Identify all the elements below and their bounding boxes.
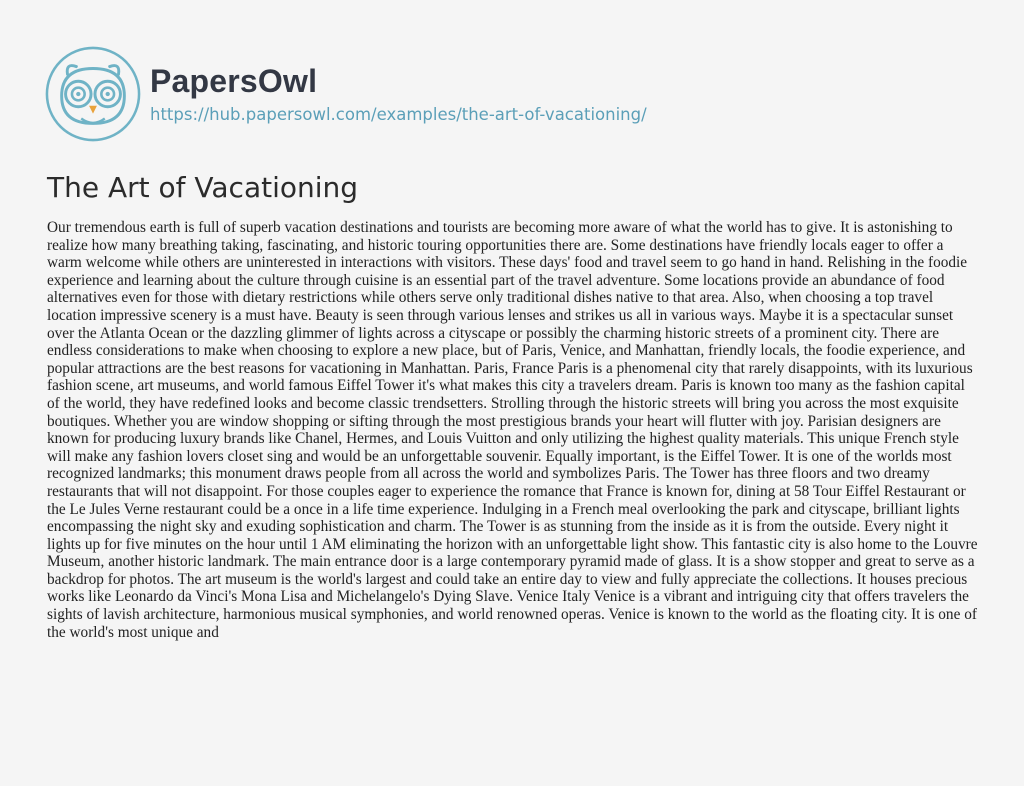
header [44,44,647,144]
owl-logo-icon [44,45,142,143]
brand [150,63,647,125]
article-url-link[interactable]: https://hub.papersowl.com/examples/the-art-of-vacationing/ [150,105,647,124]
article-title: The Art of Vacationing [47,171,359,204]
brand-name[interactable]: PapersOwl [150,63,318,99]
article-body: Our tremendous earth is full of superb vacation destinations and tourists are becoming more aware of what the world has to give. It is astonishing to realize how many breathing taking, fascinating, and historic touring opportunities there are. Some destinations have friendly locals eager to offer a warm welcome while others are uninterested in interactions with visitors. These days' food and travel seem to go hand in hand. Relishing in the foodie experience and learning about the culture through cuisine is an essential part of the travel adventure. Some locations provide an abundance of food alternatives even for those with dietary restrictions while others serve only traditional dishes native to that area. Also, when choosing a top travel location impressive scenery is a must have. Beauty is seen through various lenses and strikes us all in various ways. Maybe it is a spectacular sunset over the Atlanta Ocean or the dazzling glimmer of lights across a cityscape or possibly the charming historic streets of a prominent city. There are endless considerations to make when choosing to explore a new place, but of Paris, Venice, and Manhattan, friendly locals, the foodie experience, and popular attractions are the best reasons for vacationing in Manhattan. Paris, France Paris is a phenomenal city that rarely disappoints, with its luxurious fashion scene, art museums, and world famous Eiffel Tower it's what makes this city a travelers dream. Paris is known too many as the fashion capital of the world, they have redefined looks and become classic trendsetters. Strolling through the historic streets will bring you across the most exquisite boutiques. Whether you are window shopping or sifting through the most prestigious brands your heart will flutter with joy. Parisian designers are known for producing luxury brands like Chanel, Hermes, and Louis Vuitton and only utilizing the highest quality materials. This unique French style will make any fashion lovers closet sing and would be an unforgettable souvenir. Equally important, is the Eiffel Tower. It is one of the worlds most recognized landmarks; this monument draws people from all across the world and symbolizes Paris. The Tower has three floors and two dreamy restaurants that will not disappoint. For those couples eager to experience the romance that France is known for, dining at 58 Tour Eiffel Restaurant or the Le Jules Verne restaurant could be a once in a life time experience. Indulging in a French meal overlooking the park and cityscape, brilliant lights encompassing the night sky and exuding sophistication and charm. The Tower is as stunning from the inside as it is from the outside. Every night it lights up for five minutes on the hour until 1 AM eliminating the horizon with an unforgettable light show. This fantastic city is also home to the Louvre Museum, another historic landmark. The main entrance door is a large contemporary pyramid made of glass. It is a show stopper and great to serve as a backdrop for photos. The art museum is the world's largest and could take an entire day to view and fully appreciate the collections. It houses precious works like Leonardo da Vinci's Mona Lisa and Michelangelo's Dying Slave. Venice Italy Venice is a vibrant and intriguing city that offers travelers the sights of lavish architecture, harmonious musical symphonies, and world renowned operas. Venice is known to the world as the floating city. It is one of the world's most unique and [47,219,978,641]
